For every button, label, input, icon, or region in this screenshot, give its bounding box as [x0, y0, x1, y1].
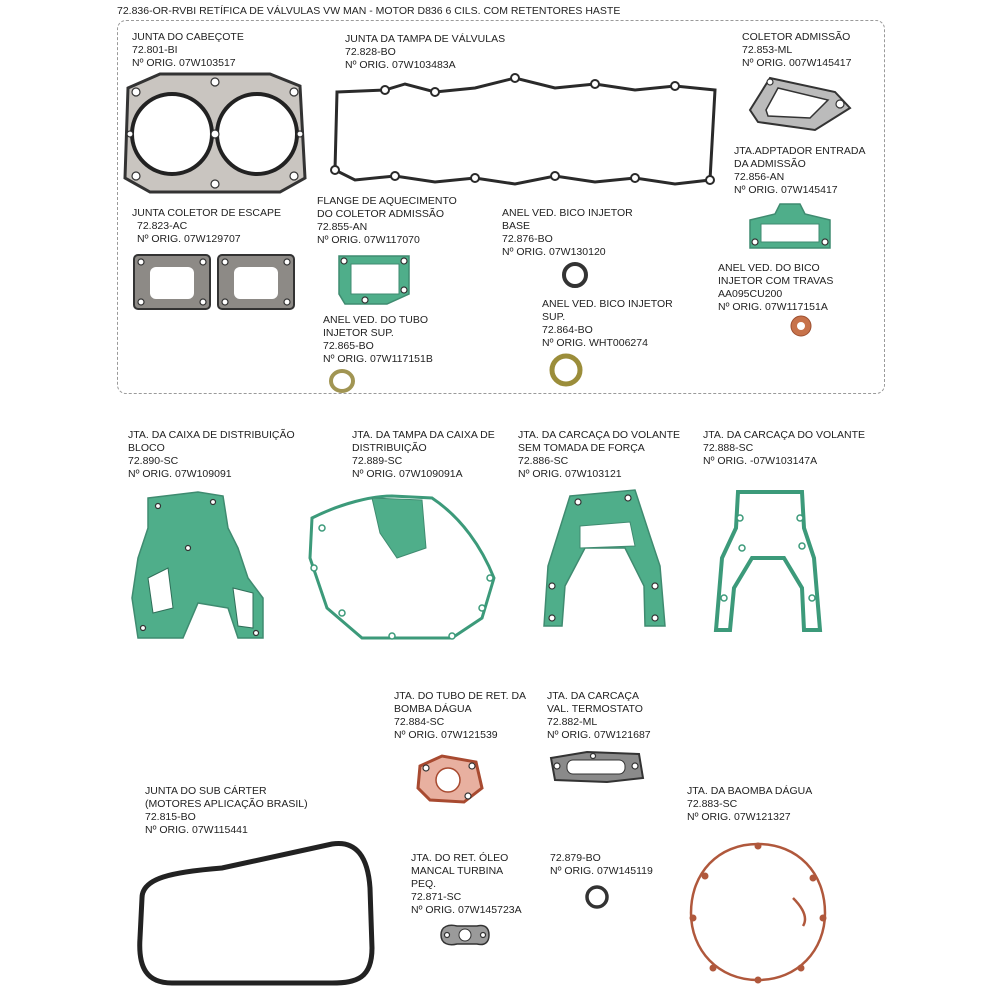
label-timing-case-block: JTA. DA CAIXA DE DISTRIBUIÇÃO BLOCO 72.890-SC Nº ORIG. 07W109091 — [128, 429, 295, 480]
water-pump-return-gasket-image — [412, 752, 487, 807]
label-heating-flange: FLANGE DE AQUECIMENTO DO COLETOR ADMISSÃO 72.855-AN Nº ORIG. 07W117070 — [317, 195, 457, 246]
label-flywheel-housing-no-pto: JTA. DA CARCAÇA DO VOLANTE SEM TOMADA DE FORÇA 72.886-SC Nº ORIG. 07W103121 — [518, 429, 681, 480]
label-exhaust-manifold-gasket: JUNTA COLETOR DE ESCAPE 72.823-AC Nº ORIG. 07W129707 — [132, 207, 281, 245]
label-valve-cover-gasket: JUNTA DA TAMPA DE VÁLVULAS 72.828-BO Nº ORIG. 07W103483A — [345, 33, 506, 71]
label-intake-adapter-gasket: JTA.ADPTADOR ENTRADA DA ADMISSÃO 72.856-AN Nº ORIG. 07W145417 — [734, 145, 866, 196]
label-timing-cover: JTA. DA TAMPA DA CAIXA DE DISTRIBUIÇÃO 72.889-SC Nº ORIG. 07W109091A — [352, 429, 495, 480]
document-title: 72.836-OR-RVBI RETÍFICA DE VÁLVULAS VW MAN - MOTOR D836 6 CILS. COM RETENTORES HASTE — [117, 5, 621, 17]
label-thermostat-housing: JTA. DA CARCAÇA VAL. TERMOSTATO 72.882-ML Nº ORIG. 07W121687 — [547, 690, 651, 741]
valve-cover-gasket-image — [325, 70, 720, 195]
head-gasket-image — [120, 68, 310, 198]
flywheel-housing-gasket-image — [712, 488, 824, 636]
heating-flange-image — [335, 250, 415, 310]
label-head-gasket: JUNTA DO CABEÇOTE 72.801-BI Nº ORIG. 07W103517 — [132, 31, 244, 69]
timing-cover-gasket-image — [302, 488, 500, 650]
label-flywheel-housing: JTA. DA CARCAÇA DO VOLANTE 72.888-SC Nº ORIG. -07W103147A — [703, 429, 866, 467]
label-injector-seal-locks: ANEL VED. DO BICO INJETOR COM TRAVAS AA095CU200 Nº ORIG. 07W117151A — [718, 262, 834, 313]
label-turbo-oil-return: JTA. DO RET. ÓLEO MANCAL TURBINA PEQ. 72.871-SC Nº ORIG. 07W145723A — [411, 852, 522, 916]
exhaust-manifold-gasket-image — [132, 253, 300, 319]
label-injector-seal-sup: ANEL VED. BICO INJETOR SUP. 72.864-BO Nº ORIG. WHT006274 — [542, 298, 673, 349]
label-injector-seal-base: ANEL VED. BICO INJETOR BASE 72.876-BO Nº ORIG. 07W130120 — [502, 207, 633, 258]
label-seal-72879: 72.879-BO Nº ORIG. 07W145119 — [550, 852, 653, 877]
label-water-pump: JTA. DA BAOMBA DÁGUA 72.883-SC Nº ORIG. 07W121327 — [687, 785, 813, 823]
injector-seal-locks-image — [788, 313, 814, 339]
label-water-pump-return: JTA. DO TUBO DE RET. DA BOMBA DÁGUA 72.884-SC Nº ORIG. 07W121539 — [394, 690, 527, 741]
injector-seal-sup-image — [548, 352, 584, 388]
sub-sump-gasket-image — [132, 838, 377, 988]
thermostat-housing-gasket-image — [547, 748, 647, 786]
intake-adapter-gasket-image — [745, 200, 835, 252]
label-sub-sump: JUNTA DO SUB CÁRTER (MOTORES APLICAÇÃO BRASIL) 72.815-BO Nº ORIG. 07W115441 — [145, 785, 308, 836]
timing-case-block-gasket-image — [128, 488, 268, 653]
flywheel-housing-no-pto-gasket-image — [540, 486, 670, 634]
seal-72879-image — [583, 883, 611, 911]
injector-tube-seal-image — [328, 368, 356, 394]
label-intake-manifold-gasket: COLETOR ADMISSÃO 72.853-ML Nº ORIG. 007W145417 — [742, 31, 852, 69]
water-pump-gasket-image — [683, 838, 833, 988]
turbo-oil-return-gasket-image — [437, 920, 492, 950]
label-injector-tube-seal: ANEL VED. DO TUBO INJETOR SUP. 72.865-BO Nº ORIG. 07W117151B — [323, 314, 433, 365]
intake-manifold-gasket-image — [740, 70, 860, 135]
injector-seal-base-image — [560, 260, 590, 290]
